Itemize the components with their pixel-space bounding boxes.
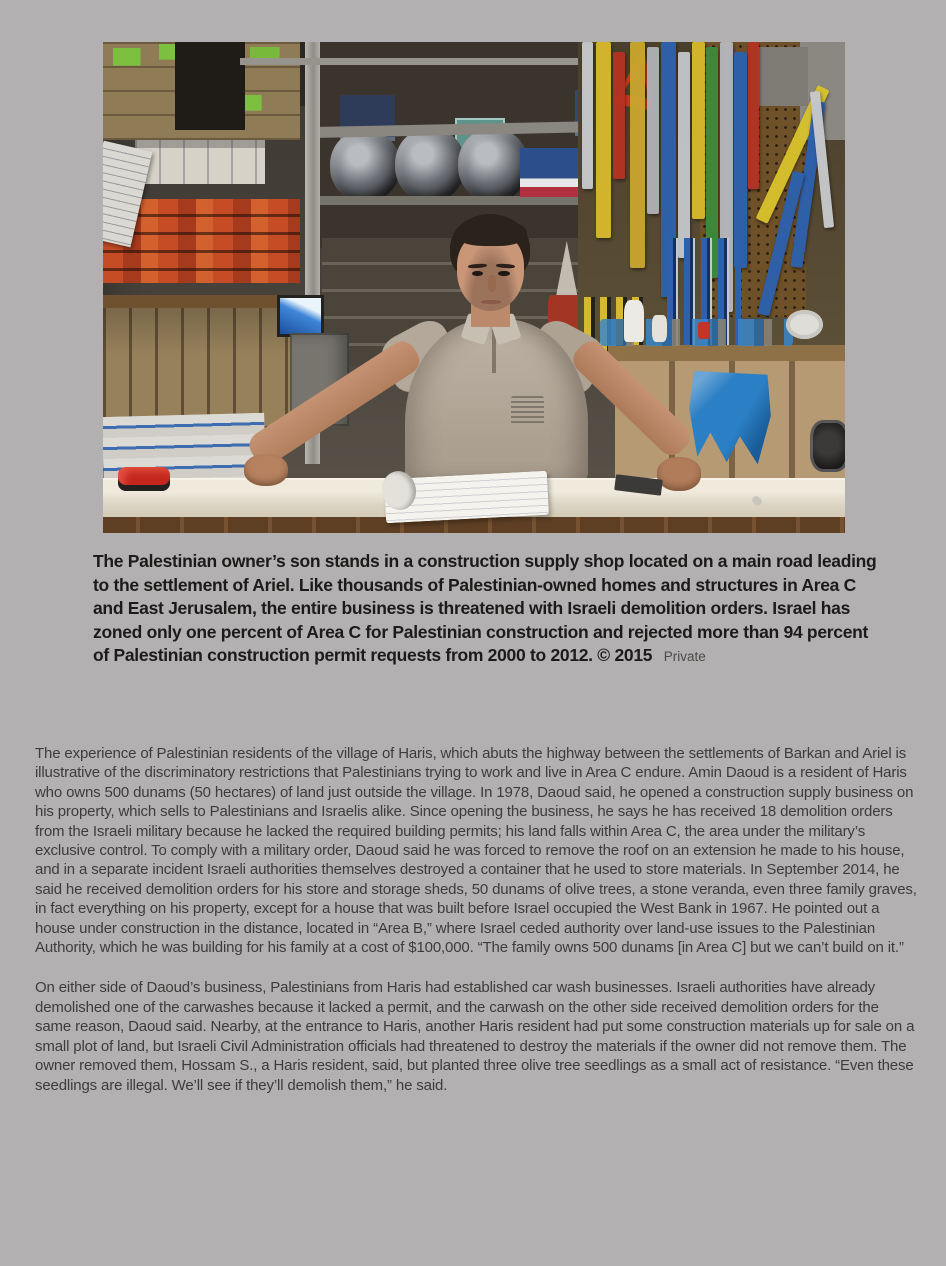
- article-paragraph: On either side of Daoud’s business, Palestinians from Haris had established car wash businesses. Israeli authorities have already demolished one of the carwashes because it lacked a permit, and the carwash on the other side received demolition orders for the same reason, Daoud said. Nearby, at the entrance to Haris, another Haris resident had put some construction materials up for sale on a small plot of land, but Israeli Civil Administration officials had threatened to destroy the materials if the owner did not remove them. The owner removed them, Hossam S., a Haris resident, said, but planted three olive tree seedlings as a small act of resistance. “Even these seedlings are illegal. We’ll see if they’ll demolish them,” he said.: [35, 979, 915, 1094]
- photo-white-bottle: [652, 315, 667, 342]
- photo-cubby-shelves: [103, 308, 296, 426]
- photo-white-box-row: [135, 140, 265, 184]
- photo-blue-product-box: [520, 148, 587, 197]
- photo-man-fist: [244, 454, 289, 485]
- photo-counter-wood-edge: [103, 517, 845, 533]
- photo-caption: [93, 550, 877, 669]
- hanging-tool-strip: [734, 52, 747, 268]
- photo-credit: Private: [663, 649, 706, 665]
- hanging-tool-strip: [647, 47, 659, 214]
- photo-wrapped-item: [458, 128, 528, 202]
- photo-man-fist: [657, 457, 702, 490]
- photo-man-nose: [488, 275, 495, 293]
- photo-wrapped-item: [330, 130, 400, 201]
- photo-shelf-band: [103, 295, 303, 308]
- article-photo: [103, 42, 845, 533]
- hanging-tool-strip: [692, 42, 705, 219]
- photo-caption-text: The Palestinian owner’s son stands in a construction supply shop located on a main road leading to the settlement of Ariel. Like thousands of Palestinian-owned homes and structures in Area C and East Jerusalem, the entire business is threatened with Israeli demolition orders. Israel has zoned only one percent of Area C for Palestinian construction and rejected more than 94 percent of Palestinian construction permit requests from 2000 to 2012. © 2015: [93, 551, 877, 666]
- photo-workbench-top: [608, 345, 845, 363]
- photo-red-item: [698, 322, 710, 339]
- photo-black-flange: [810, 420, 845, 472]
- photo-red-radio: [118, 467, 170, 491]
- photo-shirt-logo: [511, 396, 544, 425]
- photo-paper-roll: [786, 310, 823, 339]
- photo-man-eye: [472, 271, 483, 276]
- photo-computer-monitor: [277, 295, 325, 337]
- photo-man-hairline: [455, 219, 526, 246]
- photo-top-right-wall: [756, 47, 808, 106]
- hanging-tool-strip: [613, 52, 624, 180]
- hanging-tool-strip: [596, 42, 611, 238]
- photo-man-eye: [498, 271, 509, 276]
- hanging-tool-strip: [630, 42, 645, 268]
- photo-lower-shelf: [315, 196, 600, 205]
- article-paragraph: The experience of Palestinian residents of the village of Haris, which abuts the highway between the settlements of Barkan and Ariel is illustrative of the discriminatory restrictions that Palestinians trying to work and live in Area C endure. Amin Daoud is a resident of Haris who owns 500 dunams (50 hectares) of land just outside the village. In 1978, Daoud said, he opened a construction supply business on his property, which sells to Palestinians and Israelis alike. Since opening the business, he says he has received 18 demolition orders from the Israeli military because he lacked the required building permits; his land falls within Area C, the area under the military’s exclusive control. To comply with a military order, Daoud said he was forced to remove the roof on an extension he made to his house, and in a separate incident Israeli authorities themselves destroyed a container that he used to store materials. In September 2014, he said he received demolition orders for his store and storage sheds, 50 dunams of olive trees, a stone veranda, even three family graves, in fact everything on his property, except for a house that was built before Israel occupied the West Bank in 1967. He pointed out a house under construction in the distance, located in “Area B,” where Israel ceded authority over land-use issues to the Palestinian Authority, which he was building for his family at a cost of $100,000. “The family owns 500 dunams [in Area C] but we can’t build on it.”: [35, 745, 917, 957]
- hanging-tool-strip: [748, 42, 759, 189]
- photo-white-bottle: [624, 300, 644, 342]
- photo-top-bar: [240, 58, 589, 65]
- photo-left-gap: [175, 42, 245, 130]
- hanging-tool-strip: [678, 52, 690, 258]
- hanging-tool-strip: [582, 42, 594, 189]
- photo-wrapped-item: [395, 128, 465, 202]
- article-body: [35, 744, 918, 1095]
